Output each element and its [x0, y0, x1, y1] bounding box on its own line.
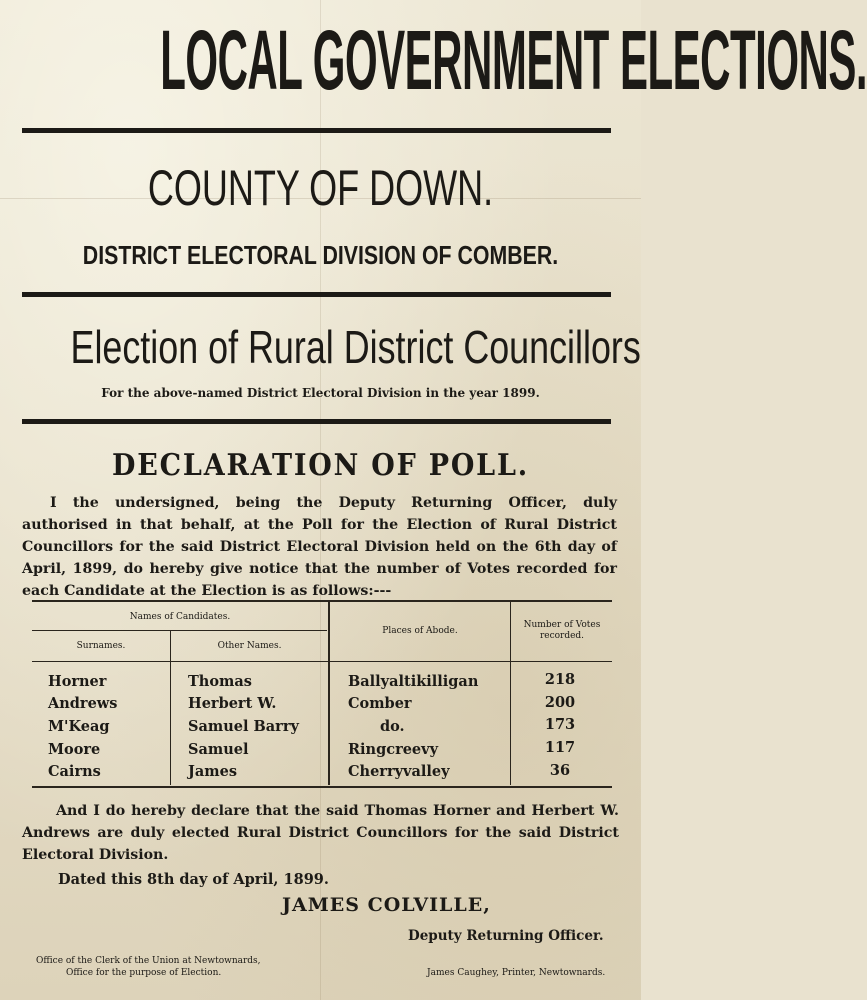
cell-surname: Horner [48, 673, 107, 690]
table-rule [32, 600, 612, 602]
table-rule [32, 786, 612, 788]
cell-other-names: Samuel Barry [188, 718, 299, 735]
cell-abode: Ballyaltikilligan [348, 673, 479, 690]
printer-credit: James Caughey, Printer, Newtownards. [427, 968, 606, 978]
cell-abode: Comber [348, 695, 412, 712]
results-table [32, 598, 612, 792]
header-other-names: Other Names. [217, 641, 282, 651]
cell-abode: do. [380, 718, 405, 735]
divider-rule [22, 128, 611, 133]
election-subtitle: For the above-named District Electoral Division in the year 1899. [101, 386, 540, 400]
cell-surname: Moore [48, 741, 101, 758]
table-rule [32, 661, 612, 662]
district-heading: DISTRICT ELECTORAL DIVISION OF COMBER. [82, 240, 559, 270]
header-places-of-abode: Places of Abode. [382, 626, 458, 636]
table-col-rule [510, 602, 511, 785]
cell-other-names: James [188, 763, 237, 780]
header-names-of-candidates: Names of Candidates. [129, 612, 231, 622]
cell-votes: 36 [549, 762, 571, 779]
cell-votes: 173 [544, 716, 576, 733]
cell-other-names: Samuel [188, 741, 249, 758]
intro-paragraph: I the undersigned, being the Deputy Returning Officer, duly authorised in that behalf, at the Poll for the Election of Rural District Councillors for the said District Electoral Division held on the 6th day of April, 1899, do hereby give notice that the number of Votes recorded for each Candidate at the Election is as follows:--- [22, 495, 617, 599]
office-line-1: Office of the Clerk of the Union at Newtownards, [36, 956, 261, 966]
declaration-paragraph: And I do hereby declare that the said Thomas Horner and Herbert W. Andrews are duly elected Rural District Councillors for the said District Electoral Division. [22, 803, 619, 863]
cell-other-names: Thomas [188, 673, 252, 690]
signer-name: JAMES COLVILLE, [282, 894, 491, 916]
election-title: Election of Rural District Councillors [70, 321, 641, 373]
table-rule [32, 630, 327, 631]
signer-role: Deputy Returning Officer. [408, 928, 604, 944]
cell-votes: 117 [544, 739, 576, 756]
cell-other-names: Herbert W. [188, 695, 277, 712]
cell-votes: 218 [544, 671, 576, 688]
county-heading: COUNTY OF DOWN. [147, 160, 494, 216]
cell-surname: Cairns [48, 763, 101, 780]
cell-abode: Ringcreevy [348, 741, 439, 758]
declaration-heading: DECLARATION OF POLL. [112, 448, 529, 483]
divider-rule [22, 419, 611, 424]
main-title: LOCAL GOVERNMENT ELECTIONS. [160, 13, 867, 107]
cell-abode: Cherryvalley [348, 763, 450, 780]
dated-line: Dated this 8th day of April, 1899. [58, 871, 329, 888]
cell-surname: Andrews [48, 695, 118, 712]
header-number-of-votes: Number of Votes recorded. [523, 620, 601, 641]
header-surnames: Surnames. [76, 641, 126, 651]
table-col-rule [170, 631, 171, 785]
cell-votes: 200 [544, 694, 576, 711]
cell-surname: M'Keag [48, 718, 110, 735]
office-line-2: Office for the purpose of Election. [66, 968, 222, 978]
divider-rule [22, 292, 611, 297]
